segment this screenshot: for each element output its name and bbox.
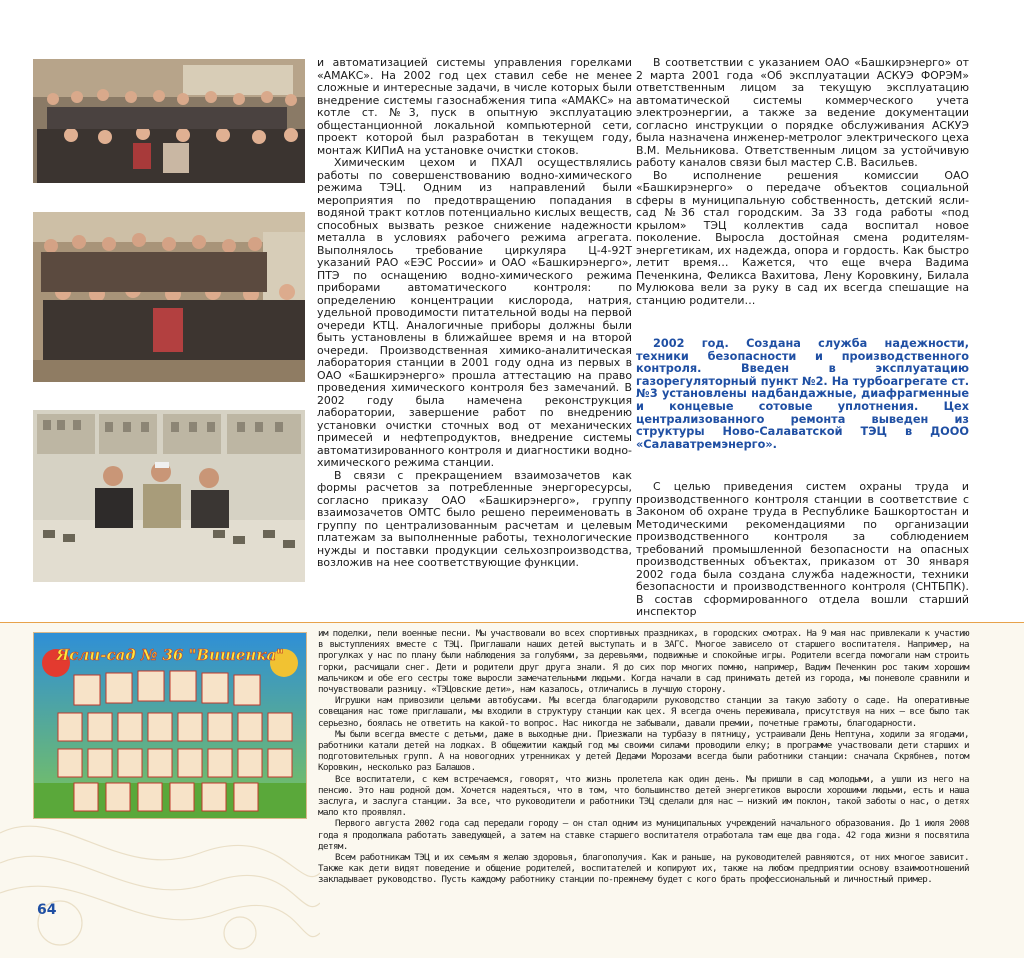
year-heading: 2002 год. Создана служба надежности, техники безопасности и производственного контроля. Введен в эксплуатацию газорегуляторный пункт №2. На турбоагрегате ст. №3 установлены надбандажные, диафрагменные и концевые сотовые уплотнения. Цех централизованного ремонта выведен из структуры Ново-Салаватской ТЭЦ в ДООО «Салаватремэнерго». [636, 337, 969, 451]
photo-control-room [33, 410, 305, 582]
memoir-text [318, 628, 969, 886]
text-column-1 [317, 57, 632, 570]
photo-lab-staff [33, 212, 305, 382]
paragraph: им поделки, пели военные песни. Мы участвовали во всех спортивных праздниках, в городских смотрах. На 9 мая нас привлекали к участию в выступлениях вместе с ТЭЦ. Приглашали наших детей выступать и в ЗАГС. Многое зависело от старшего воспитателя. Например, на прогулках у нас по плану были наблюдения за голубями, за деревьями, подвижные и спокойные игры. Родители всегда помогали нам строить горки, расчищали снег. Дети и родители друг друга знали. Я до сих пор многих помню, например, Вадим Печенкин рос таким хорошим мальчиком и обе его сестры тоже выросли замечательными людьми. Когда начали в сад принимать детей из города, мы поневоле сравнили и почувствовали разницу. «ТЭЦовские дети», нам казалось, отличались в лучшую сторону. [318, 628, 969, 696]
paragraph: и автоматизацией системы управления горелками «АМАКС». На 2002 год цех ставил себе не менее сложные и интересные задачи, в числе которых были внедрение системы газоснабжения типа «АМАКС» на котле ст. №3, пуск в опытную эксплуатацию общестанционной локальной компьютерной сети, проект которой был разработан в текущем году, монтаж КИПиА на установке очистки стоков. [317, 56, 632, 157]
paragraph: В соответствии с указанием ОАО «Башкирэнерго» от 2 марта 2001 года «Об эксплуатации АСКУЭ ФОРЭМ» ответственным лицом за текущую эксплуатацию автоматической системы коммерческого учета электроэнергии, а также за ведение документации согласно инструкции о порядке обслуживания АСКУЭ была назначена инженер-метролог электрического цеха В.М. Мельникова. Ответственным лицом за устойчивую работу каналов связи был мастер С.В. Васильев. [636, 56, 969, 169]
paragraph: Во исполнение решения комиссии ОАО «Башкирэнерго» о передаче объектов социальной сферы в муниципальную собственность, детский ясли-сад №36 стал городским. За 33 года работы «под крылом» ТЭЦ коллектив сада воспитал новое поколение. Выросла достойная смена родителям-энергетикам, их надежда, опора и гордость. Как быстро летит время… Кажется, что еще вчера Вадима Печенкина, Феликса Вахитова, Лену Коровкину, Билала Мулюкова вели за руку в сад их всегда спешащие на станцию родители… [636, 168, 969, 307]
paragraph: В связи с прекращением взаимозачетов как формы расчетов за потребленные энергоресурсы, согласно приказу ОАО «Башкирэнерго», группу взаимозачетов ОМТС было решено переименовать в группу по централизованным расчетам и целевым платежам за выполненные работы, технологические нужды и поставки продукции сельхозпроизводства, возложив на нее соответствующие функции. [317, 468, 632, 569]
kindergarten-title: Ясли-сад № 36 "Вишенка" [55, 646, 285, 664]
paragraph: Первого августа 2002 года сад передали городу – он стал одним из муниципальных учреждений начального образования. До 1 июля 2008 года я продолжала работать заведующей, а затем на ставке старшего воспитателя отработала там еще два года. 42 года жизни я посвятила детям. [318, 818, 969, 852]
photo-group-staff [33, 59, 305, 183]
paragraph: С целью приведения систем охраны труда и производственного контроля станции в соответствие с Законом об охране труда в Республике Башкортостан и Методическими рекомендациями по организации производственного контроля за соблюдением требований промышленной безопасности на опасных производственных объектах, приказом от 30 января 2002 года была создана служба надежности, техники безопасности и производственного контроля (СНТБПК). В состав сформированного отдела вошли старший инспектор [636, 480, 969, 619]
page-number: 64 [37, 902, 57, 918]
text-column-2 [636, 57, 969, 619]
paragraph: Игрушки нам привозили целыми автобусами. Мы всегда благодарили руководство станции за такую заботу о саде. На оперативные совещания нас тоже приглашали, мы входили в структуру станции как цех. Я всегда очень переживала, присутствуя на них – все было так серьезно, боялась не ответить на какой-то вопрос. Нас никогда не забывали, давали премии, почетные грамоты, благодарности. [318, 695, 969, 729]
paragraph: Химическим цехом и ПХАЛ осуществлялись работы по совершенствованию водно-химического режима ТЭЦ. Одним из направлений были мероприятия по предотвращению попадания в водяной тракт котлов потенциально кислых веществ, способных вызвать резкое снижение надежности металла в условиях рабочего режима агрегата. Выполнялось требование циркуляра Ц-4-92Т указаний РАО «ЕЭС России» и ОАО «Башкирэнерго», ПТЭ по оснащению водно-химического режима приборами автоматического контроля: по определению концентрации кислорода, натрия, удельной проводимости питательной воды на первой очереди КТЦ. Аналогичные приборы должны были быть установлены в ближайшее время и на второй очереди. Производственная химико-аналитическая лаборатория станции в 2001 году одна из первых в ОАО «Башкирэнерго» прошла аттестацию на право проведения химического контроля без замечаний. В 2002 году была намечена реконструкция лаборатории, завершение работ по внедрению установки очистки сточных вод от механических примесей и нефтепродуктов, внедрение системы автоматизированного контроля и диагностики водно-химического режима станции. [317, 156, 632, 469]
paragraph: Все воспитатели, с кем встречаемся, говорят, что жизнь пролетела как один день. Мы пришли в сад молодыми, а ушли из него на пенсию. Это наш родной дом. Хочется надеяться, что в том, что большинство детей энергетиков выросли хорошими людьми, есть и наша заслуга, и заслуга станции. За все, что руководители и работники ТЭЦ сделали для нас – низкий им поклон, такой заботы о нас, о детях мало кто проявлял. [318, 773, 969, 819]
paragraph: Мы были всегда вместе с детьми, даже в выходные дни. Приезжали на турбазу в пятницу, устраивали День Нептуна, ходили за ягодами, работники катали детей на лодках. В общежитии каждый год мы своими силами проводили елку; в программе участвовали дети старших и подготовительных групп. А на новогодних утренниках у детей Дедами Морозами всегда были работники станции: сначала Скрябнев, потом Коровкин, несколько раз Балашов. [318, 728, 969, 774]
kindergarten-photo-board [33, 632, 307, 819]
paragraph: Всем работникам ТЭЦ и их семьям я желаю здоровья, благополучия. Как и раньше, на руководителей равняются, от них многое зависит. Также как дети видят поведение и общение родителей, воспитателей и копируют их, также на любом предприятии основу взаимоотношений закладывает руководство. Пусть каждому работнику станции по-прежнему будет с кого брать профессиональный и личностный пример. [318, 852, 969, 886]
